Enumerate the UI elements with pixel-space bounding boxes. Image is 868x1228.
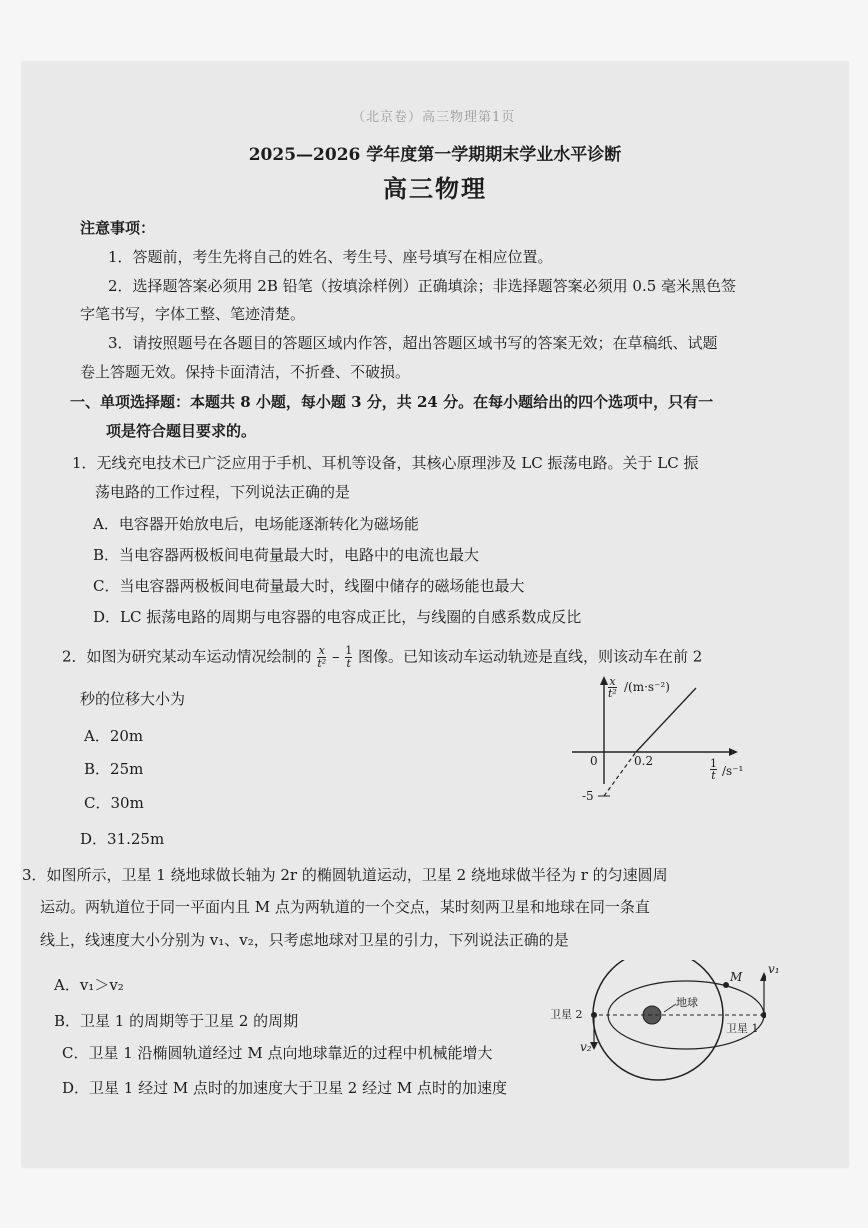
faint-header: （北京卷）高三物理第1页 bbox=[352, 110, 516, 125]
q3-figure-sat1: 卫星 1 bbox=[726, 1022, 759, 1035]
q2-graph-y-label: x t² bbox=[608, 675, 617, 700]
q3-orbit-figure bbox=[550, 960, 780, 1090]
q1-option-c: C．当电容器两极板间电荷量最大时，线圈中储存的磁场能也最大 bbox=[93, 577, 525, 595]
q2-option-c: C．30m bbox=[84, 794, 144, 812]
q2-graph-x-label: 1 t bbox=[710, 757, 717, 782]
exam-paper bbox=[22, 62, 848, 1167]
section-1-heading-line-2: 项是符合题目要求的。 bbox=[106, 422, 257, 440]
subject-title: 高三物理 bbox=[383, 174, 487, 203]
q1-stem-line-2: 荡电路的工作过程，下列说法正确的是 bbox=[95, 483, 351, 501]
q2-option-b: B．25m bbox=[84, 760, 144, 778]
q3-option-d: D．卫星 1 经过 M 点时的加速度大于卫星 2 经过 M 点时的加速度 bbox=[62, 1079, 507, 1097]
notice-item-3-line-1: 3．请按照题号在各题目的答题区域内作答，超出答题区域书写的答案无效；在草稿纸、试题 bbox=[108, 334, 718, 352]
q3-stem-line-3: 线上，线速度大小分别为 v₁、v₂，只考虑地球对卫星的引力，下列说法正确的是 bbox=[40, 931, 569, 949]
q2-fraction-x-over-t2: $\frac{x}{\text{t²}}$ bbox=[317, 644, 327, 670]
q3-option-a: A．v₁＞v₂ bbox=[54, 976, 124, 994]
notice-item-1: 1．答题前，考生先将自己的姓名、考生号、座号填写在相应位置。 bbox=[108, 248, 553, 266]
q2-stem-line-2: 秒的位移大小为 bbox=[80, 690, 186, 708]
q1-stem-line-1: 1．无线充电技术已广泛应用于手机、耳机等设备，其核心原理涉及 LC 振荡电路。关于 LC 振 bbox=[72, 454, 699, 472]
q2-option-d: D．31.25m bbox=[80, 830, 165, 848]
q3-figure-m: M bbox=[730, 970, 743, 984]
q1-option-a: A．电容器开始放电后，电场能逐渐转化为磁场能 bbox=[93, 515, 419, 533]
q2-graph bbox=[554, 666, 754, 816]
q3-stem-line-1: 3．如图所示，卫星 1 绕地球做长轴为 2r 的椭圆轨道运动，卫星 2 绕地球做半径为 r 的匀速圆周 bbox=[22, 866, 668, 884]
q2-dash: – bbox=[331, 647, 340, 666]
q3-figure-earth: 地球 bbox=[676, 996, 698, 1009]
notice-item-3-line-2: 卷上答题无效。保持卡面清洁，不折叠、不破损。 bbox=[80, 363, 411, 381]
section-1-heading-line-1: 一、单项选择题：本题共 8 小题，每小题 3 分，共 24 分。在每小题给出的四个选项中，只有一 bbox=[70, 393, 714, 411]
q2-stem-part-a: 2．如图为研究某动车运动情况绘制的 bbox=[62, 647, 312, 666]
notice-item-2-line-1: 2．选择题答案必须用 2B 铅笔（按填涂样例）正确填涂；非选择题答案必须用 0.5 毫米黑色签 bbox=[108, 277, 737, 295]
notice-item-2-line-2: 字笔书写，字体工整、笔迹清楚。 bbox=[80, 305, 306, 323]
q2-graph-y-unit: /(m·s⁻²) bbox=[624, 680, 670, 694]
q1-option-b: B．当电容器两极板间电荷量最大时，电路中的电流也最大 bbox=[93, 546, 480, 564]
q3-figure-sat2: 卫星 2 bbox=[550, 1008, 583, 1021]
q2-graph-x-tick: 0.2 bbox=[634, 754, 654, 768]
q3-stem-line-2: 运动。两轨道位于同一平面内且 M 点为两轨道的一个交点，某时刻两卫星和地球在同一条直 bbox=[40, 898, 650, 916]
q2-graph-x-unit: /s⁻¹ bbox=[722, 764, 744, 778]
q3-figure-v1: v₁ bbox=[768, 962, 780, 976]
q2-fraction-1-over-t: $\frac{1}{t}$ bbox=[345, 644, 353, 670]
q2-graph-origin: 0 bbox=[590, 754, 598, 768]
exam-title: 2025—2026 学年度第一学期期末学业水平诊断 bbox=[248, 145, 622, 165]
notice-heading: 注意事项： bbox=[80, 219, 156, 237]
q3-figure-v2: v₂ bbox=[580, 1040, 592, 1054]
q2-option-a: A．20m bbox=[84, 727, 144, 745]
q1-option-d: D．LC 振荡电路的周期与电容器的电容成正比，与线圈的自感系数成反比 bbox=[93, 608, 582, 626]
q2-graph-y-tick: -5 bbox=[582, 789, 594, 803]
q3-option-c: C．卫星 1 沿椭圆轨道经过 M 点向地球靠近的过程中机械能增大 bbox=[62, 1044, 493, 1062]
q3-option-b: B．卫星 1 的周期等于卫星 2 的周期 bbox=[54, 1012, 299, 1030]
q2-stem-part-b: 图像。已知该动车运动轨迹是直线，则该动车在前 2 bbox=[358, 647, 703, 666]
